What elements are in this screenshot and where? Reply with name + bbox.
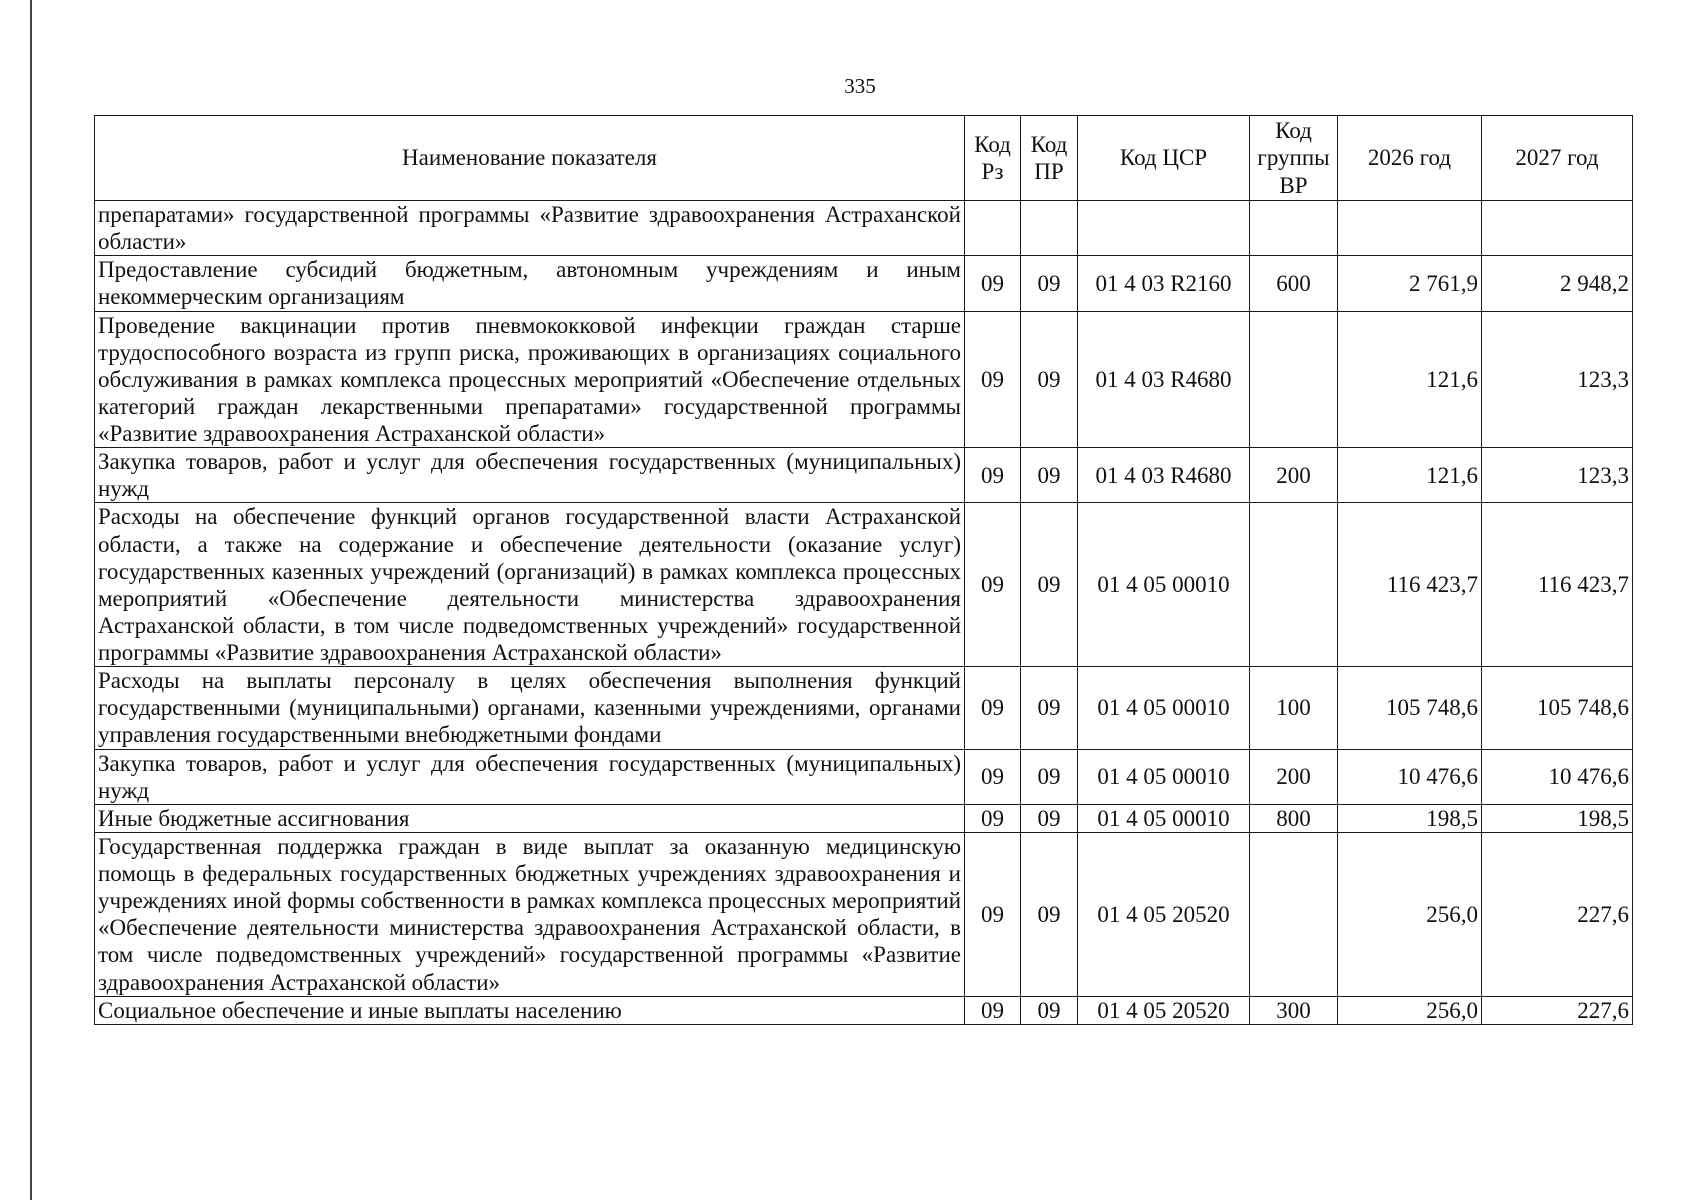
cell-vr: 300 [1250, 996, 1338, 1024]
cell-pr: 09 [1021, 448, 1078, 503]
cell-2027: 227,6 [1482, 996, 1633, 1024]
cell-vr [1250, 503, 1338, 667]
cell-2027 [1482, 201, 1633, 256]
header-csr: Код ЦСР [1078, 116, 1250, 201]
page-number: 335 [844, 74, 876, 98]
cell-vr [1250, 311, 1338, 448]
cell-2026: 121,6 [1338, 311, 1482, 448]
table-row [95, 201, 1633, 256]
cell-csr: 01 4 05 00010 [1078, 667, 1250, 749]
cell-rz: 09 [965, 311, 1021, 448]
cell-vr: 200 [1250, 749, 1338, 804]
cell-name: Иные бюджетные ассигнования [95, 804, 965, 832]
cell-vr: 100 [1250, 667, 1338, 749]
header-name: Наименование показателя [95, 116, 965, 201]
header-2027: 2027 год [1482, 116, 1633, 201]
cell-2026 [1338, 201, 1482, 256]
cell-vr [1250, 832, 1338, 996]
cell-pr: 09 [1021, 804, 1078, 832]
header-rz: Код Рз [965, 116, 1021, 201]
cell-2027: 227,6 [1482, 832, 1633, 996]
cell-rz: 09 [965, 667, 1021, 749]
cell-2027: 123,3 [1482, 448, 1633, 503]
cell-rz: 09 [965, 503, 1021, 667]
header-2026: 2026 год [1338, 116, 1482, 201]
cell-name: Закупка товаров, работ и услуг для обеспечения государственных (муниципальных) нужд [95, 448, 965, 503]
cell-name: Закупка товаров, работ и услуг для обеспечения государственных (муниципальных) нужд [95, 749, 965, 804]
table-body [95, 201, 1633, 1025]
table-row [95, 503, 1633, 667]
cell-csr: 01 4 05 00010 [1078, 749, 1250, 804]
cell-csr [1078, 201, 1250, 256]
cell-rz: 09 [965, 448, 1021, 503]
cell-vr: 200 [1250, 448, 1338, 503]
cell-2026: 121,6 [1338, 448, 1482, 503]
cell-2026: 2 761,9 [1338, 256, 1482, 311]
cell-2027: 198,5 [1482, 804, 1633, 832]
cell-2026: 198,5 [1338, 804, 1482, 832]
table-row [95, 448, 1633, 503]
table-row [95, 311, 1633, 448]
cell-2027: 2 948,2 [1482, 256, 1633, 311]
cell-pr: 09 [1021, 996, 1078, 1024]
cell-name: Государственная поддержка граждан в виде выплат за оказанную медицинскую помощь в федеральных государственных бюджетных учреждениях здравоохранения и учреждениях иной формы собственности в рамках комплекса процессных мероприятий «Обеспечение деятельности министерства здравоохранения Астраханской области, в том числе подведомственных учреждений» государственной программы «Развитие здравоохранения Астраханской области» [95, 832, 965, 996]
table-row [95, 256, 1633, 311]
table-row [95, 804, 1633, 832]
cell-2027: 123,3 [1482, 311, 1633, 448]
cell-csr: 01 4 05 00010 [1078, 804, 1250, 832]
cell-rz [965, 201, 1021, 256]
cell-name: препаратами» государственной программы «Развитие здравоохранения Астраханской области» [95, 201, 965, 256]
cell-2026: 10 476,6 [1338, 749, 1482, 804]
cell-pr: 09 [1021, 503, 1078, 667]
cell-csr: 01 4 03 R4680 [1078, 448, 1250, 503]
header-vr: Код группы ВР [1250, 116, 1338, 201]
cell-csr: 01 4 05 20520 [1078, 832, 1250, 996]
cell-rz: 09 [965, 832, 1021, 996]
cell-rz: 09 [965, 996, 1021, 1024]
cell-name: Проведение вакцинации против пневмококковой инфекции граждан старше трудоспособного возраста из групп риска, проживающих в организациях социального обслуживания в рамках комплекса процессных мероприятий «Обеспечение отдельных категорий граждан лекарственными препаратами» государственной программы «Развитие здравоохранения Астраханской области» [95, 311, 965, 448]
cell-2026: 116 423,7 [1338, 503, 1482, 667]
cell-vr [1250, 201, 1338, 256]
cell-vr: 800 [1250, 804, 1338, 832]
cell-2026: 256,0 [1338, 996, 1482, 1024]
cell-pr: 09 [1021, 749, 1078, 804]
cell-csr: 01 4 05 00010 [1078, 503, 1250, 667]
cell-pr: 09 [1021, 311, 1078, 448]
table-row [95, 667, 1633, 749]
table-row [95, 749, 1633, 804]
cell-2026: 105 748,6 [1338, 667, 1482, 749]
cell-name: Предоставление субсидий бюджетным, автономным учреждениям и иным некоммерческим организациям [95, 256, 965, 311]
table-row [95, 996, 1633, 1024]
cell-pr [1021, 201, 1078, 256]
cell-pr: 09 [1021, 256, 1078, 311]
cell-name: Социальное обеспечение и иные выплаты населению [95, 996, 965, 1024]
cell-rz: 09 [965, 749, 1021, 804]
table-row [95, 832, 1633, 996]
cell-2026: 256,0 [1338, 832, 1482, 996]
cell-vr: 600 [1250, 256, 1338, 311]
cell-name: Расходы на выплаты персоналу в целях обеспечения выполнения функций государственными (муниципальными) органами, казенными учреждениями, органами управления государственными внебюджетными фондами [95, 667, 965, 749]
cell-csr: 01 4 03 R2160 [1078, 256, 1250, 311]
cell-2027: 116 423,7 [1482, 503, 1633, 667]
table-header-row [95, 116, 1633, 201]
binding-margin-line [30, 0, 32, 1200]
header-pr: Код ПР [1021, 116, 1078, 201]
cell-pr: 09 [1021, 832, 1078, 996]
cell-2027: 105 748,6 [1482, 667, 1633, 749]
cell-2027: 10 476,6 [1482, 749, 1633, 804]
cell-rz: 09 [965, 804, 1021, 832]
cell-name: Расходы на обеспечение функций органов государственной власти Астраханской области, а также на содержание и обеспечение деятельности (оказание услуг) государственных казенных учреждений (организаций) в рамках комплекса процессных мероприятий «Обеспечение деятельности министерства здравоохранения Астраханской области, в том числе подведомственных учреждений» государственной программы «Развитие здравоохранения Астраханской области» [95, 503, 965, 667]
cell-csr: 01 4 03 R4680 [1078, 311, 1250, 448]
cell-pr: 09 [1021, 667, 1078, 749]
budget-table [94, 115, 1633, 1025]
cell-csr: 01 4 05 20520 [1078, 996, 1250, 1024]
cell-rz: 09 [965, 256, 1021, 311]
